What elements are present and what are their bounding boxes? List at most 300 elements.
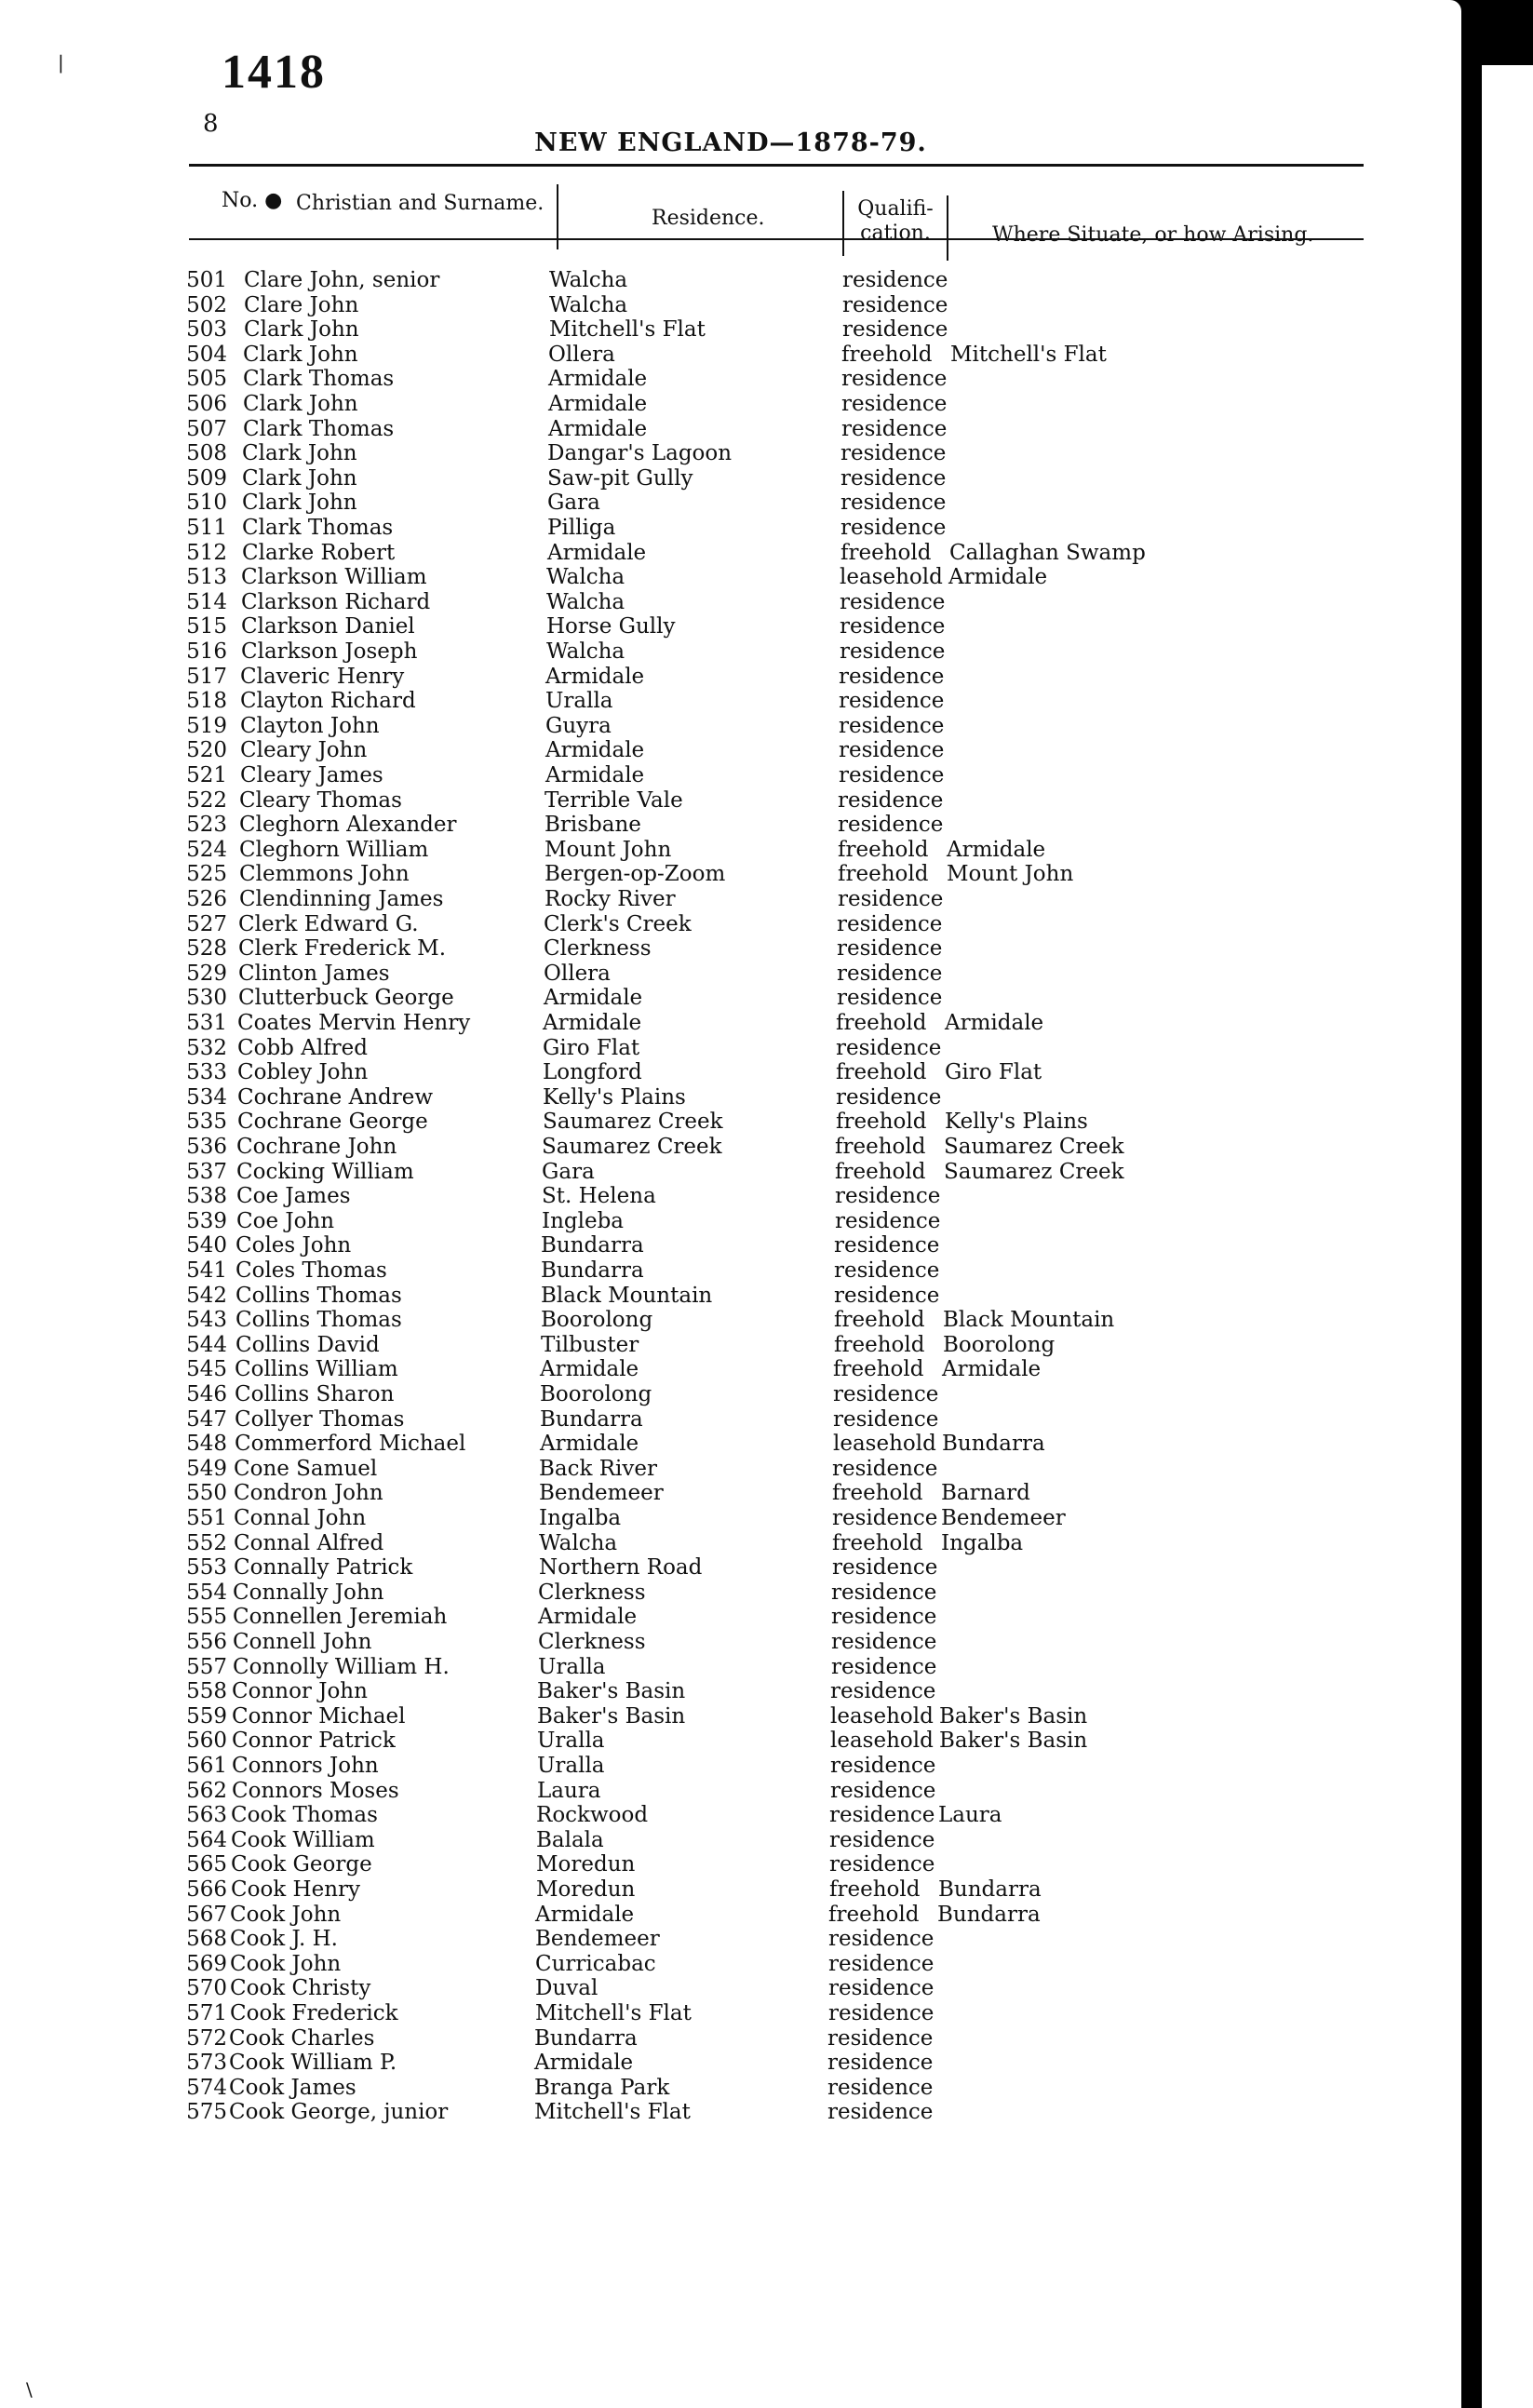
entry-number: 563 — [186, 1803, 227, 1828]
entry-number: 545 — [186, 1357, 227, 1382]
entry-residence: Giro Flat — [543, 1035, 640, 1060]
entry-number: 526 — [186, 887, 227, 911]
entry-residence: Armidale — [543, 1011, 642, 1035]
entry-number: 571 — [186, 2001, 227, 2025]
entry-qualification: freehold — [832, 1481, 923, 1506]
entry-residence: Armidale — [545, 738, 645, 763]
entry-row — [0, 268, 1461, 293]
entry-qualification: residence — [828, 1976, 935, 2001]
entry-name: Clark Thomas — [242, 516, 394, 540]
entry-row — [0, 1481, 1461, 1506]
margin-mark: \ — [26, 2378, 33, 2401]
entry-qualification: residence — [829, 1803, 935, 1828]
sheet-number: 8 — [203, 110, 219, 138]
entry-number: 519 — [186, 713, 227, 738]
entry-residence: Gara — [547, 491, 600, 516]
entry-number: 539 — [186, 1208, 227, 1233]
entry-name: Cook Charles — [229, 2025, 375, 2051]
entry-name: Coe James — [236, 1184, 351, 1209]
entry-number: 558 — [186, 1679, 227, 1704]
entry-number: 546 — [186, 1382, 227, 1406]
entry-qualification: residence — [837, 911, 943, 936]
entry-residence: Walcha — [546, 565, 625, 590]
entry-name: Clarkson Richard — [241, 589, 431, 614]
entry-number: 508 — [186, 441, 227, 466]
entry-residence: Curricabac — [535, 1951, 656, 1976]
entry-number: 531 — [186, 1011, 227, 1035]
entry-where: Saumarez Creek — [944, 1135, 1124, 1159]
entry-residence: Duval — [535, 1976, 598, 2001]
entry-name: Collins Thomas — [235, 1283, 402, 1308]
entry-number: 517 — [186, 664, 227, 689]
entry-where: Giro Flat — [945, 1060, 1042, 1085]
entry-where: Boorolong — [943, 1332, 1056, 1357]
entry-row — [0, 1679, 1461, 1704]
entry-row — [0, 665, 1461, 690]
entry-residence: Armidale — [534, 2051, 634, 2076]
entry-residence: Clerkness — [538, 1630, 646, 1654]
page-stamp-number: 1418 — [222, 46, 326, 99]
entry-residence: Clerk's Creek — [544, 911, 692, 936]
entry-number: 538 — [186, 1184, 227, 1209]
entry-name: Cleary John — [240, 738, 368, 763]
entry-where: Barnard — [941, 1481, 1030, 1506]
entry-name: Clutterbuck George — [238, 986, 454, 1011]
entry-where: Bundarra — [938, 1877, 1042, 1902]
entry-number: 565 — [186, 1852, 227, 1877]
entry-residence: Dangar's Lagoon — [547, 441, 733, 466]
entry-row — [0, 1036, 1461, 1061]
entry-residence: Armidale — [540, 1432, 639, 1457]
entry-number: 540 — [186, 1233, 227, 1258]
entry-residence: Mitchell's Flat — [535, 2001, 692, 2025]
entry-number: 501 — [186, 268, 227, 292]
entry-qualification: residence — [841, 416, 948, 441]
header-top-rule — [189, 164, 1364, 167]
entry-name: Cleghorn William — [239, 837, 429, 862]
entry-qualification: residence — [834, 1233, 940, 1258]
entry-name: Connolly William H. — [233, 1654, 450, 1679]
entry-row — [0, 1779, 1461, 1804]
entry-number: 507 — [186, 416, 227, 441]
entry-number: 572 — [186, 2025, 227, 2051]
entry-residence: Armidale — [548, 392, 648, 416]
entry-number: 542 — [186, 1283, 227, 1308]
entry-qualification: residence — [827, 2051, 934, 2076]
entry-where: Armidale — [945, 1011, 1044, 1035]
entry-qualification: residence — [842, 317, 948, 343]
entry-number: 557 — [186, 1654, 227, 1679]
entry-row — [0, 441, 1461, 466]
entry-row — [0, 343, 1461, 368]
entry-row — [0, 417, 1461, 442]
entry-name: Clayton Richard — [240, 689, 416, 714]
entry-number: 530 — [186, 986, 227, 1011]
entry-number: 552 — [186, 1530, 227, 1555]
entry-number: 553 — [186, 1555, 227, 1581]
entry-residence: Bundarra — [541, 1233, 644, 1258]
entry-name: Cobley John — [237, 1060, 369, 1085]
entry-qualification: residence — [837, 936, 943, 962]
entry-name: Clendinning James — [239, 887, 444, 911]
entry-row — [0, 1357, 1461, 1382]
entry-residence: Back River — [539, 1456, 658, 1481]
entry-name: Cook George — [231, 1852, 372, 1877]
entry-name: Coles John — [235, 1233, 352, 1258]
header-divider — [947, 195, 948, 261]
entry-row — [0, 1085, 1461, 1110]
entry-qualification: residence — [833, 1382, 939, 1406]
entry-number: 528 — [186, 936, 227, 962]
entry-qualification: residence — [831, 1605, 937, 1630]
entry-qualification: residence — [834, 1283, 940, 1308]
entry-residence: Armidale — [545, 763, 645, 787]
entry-row — [0, 1655, 1461, 1680]
entry-qualification: residence — [839, 713, 945, 738]
entry-row — [0, 788, 1461, 814]
entry-residence: Walcha — [549, 292, 628, 317]
entry-qualification: residence — [837, 986, 943, 1011]
entry-row — [0, 1060, 1461, 1085]
entry-qualification: residence — [836, 1035, 942, 1060]
entry-number: 535 — [186, 1110, 227, 1135]
entry-name: Connally Patrick — [234, 1555, 413, 1581]
entry-row — [0, 1333, 1461, 1358]
entry-residence: Clerkness — [538, 1580, 646, 1605]
entry-row — [0, 2001, 1461, 2026]
entry-qualification: residence — [828, 1927, 935, 1952]
entry-row — [0, 2026, 1461, 2052]
entry-number: 551 — [186, 1506, 227, 1530]
entry-residence: Rockwood — [536, 1803, 649, 1828]
entry-number: 559 — [186, 1703, 227, 1729]
entry-row — [0, 1011, 1461, 1036]
entry-qualification: residence — [830, 1754, 936, 1778]
entry-row — [0, 1877, 1461, 1903]
entry-name: Cochrane Andrew — [237, 1084, 434, 1110]
entry-row — [0, 1258, 1461, 1284]
entry-name: Clarke Robert — [242, 540, 396, 565]
entry-row — [0, 1284, 1461, 1309]
entry-name: Clinton James — [238, 961, 390, 986]
entry-qualification: freehold — [833, 1357, 924, 1382]
entry-number: 502 — [186, 292, 227, 317]
entry-row — [0, 813, 1461, 838]
entry-residence: Armidale — [535, 1902, 635, 1927]
entry-row — [0, 317, 1461, 343]
entry-name: Connor Michael — [232, 1703, 406, 1729]
entry-row — [0, 1927, 1461, 1952]
entry-residence: Bundarra — [540, 1406, 643, 1432]
entry-name: Connally John — [233, 1580, 384, 1605]
entry-residence: Pilliga — [547, 516, 616, 540]
entry-number: 536 — [186, 1135, 227, 1159]
entry-name: Clayton John — [240, 713, 380, 738]
entry-residence: Baker's Basin — [537, 1703, 686, 1729]
entry-name: Clark John — [242, 491, 357, 516]
entry-residence: Rocky River — [545, 887, 676, 911]
entry-qualification: freehold — [836, 1110, 927, 1135]
entry-number: 529 — [186, 961, 227, 986]
entry-qualification: residence — [842, 292, 948, 317]
entry-residence: Saw-pit Gully — [547, 465, 693, 491]
entry-row — [0, 912, 1461, 937]
entry-qualification: residence — [832, 1555, 938, 1581]
entry-number: 574 — [186, 2075, 227, 2100]
entry-qualification: residence — [830, 1778, 936, 1803]
entry-where: Mitchell's Flat — [950, 342, 1107, 367]
entry-where: Kelly's Plains — [945, 1110, 1088, 1135]
entry-row — [0, 1828, 1461, 1853]
entry-residence: Clerkness — [544, 936, 652, 962]
entry-residence: Bundarra — [541, 1258, 644, 1283]
entry-qualification: residence — [827, 2025, 934, 2051]
entry-qualification: residence — [840, 441, 947, 466]
entry-qualification: freehold — [836, 1011, 927, 1035]
entry-residence: Saumarez Creek — [542, 1135, 722, 1159]
entry-name: Cochrane John — [236, 1135, 397, 1159]
entry-number: 537 — [186, 1159, 227, 1184]
entry-row — [0, 1110, 1461, 1135]
entry-name: Clerk Frederick M. — [238, 936, 447, 962]
entry-number: 513 — [186, 565, 227, 590]
entry-row — [0, 2051, 1461, 2076]
entry-row — [0, 491, 1461, 516]
entry-row — [0, 639, 1461, 665]
margin-mark: | — [58, 51, 64, 74]
entry-row — [0, 1457, 1461, 1482]
entry-name: Connor Patrick — [232, 1729, 396, 1754]
entry-residence: Armidale — [548, 416, 648, 441]
entry-name: Clark John — [242, 441, 357, 466]
entry-number: 573 — [186, 2051, 227, 2076]
entry-qualification: freehold — [838, 862, 929, 887]
entry-number: 550 — [186, 1481, 227, 1506]
entry-row — [0, 541, 1461, 566]
entry-name: Clare John — [244, 292, 359, 317]
entry-row — [0, 293, 1461, 318]
header-divider — [842, 191, 844, 256]
entry-number: 524 — [186, 837, 227, 862]
entry-number: 506 — [186, 392, 227, 416]
entry-residence: Mitchell's Flat — [549, 317, 706, 343]
entry-qualification: freehold — [829, 1877, 921, 1902]
entry-name: Cook Henry — [231, 1877, 361, 1902]
entry-row — [0, 466, 1461, 491]
entry-residence: Guyra — [545, 713, 612, 738]
entry-row — [0, 367, 1461, 392]
entry-name: Cleary James — [240, 763, 383, 787]
entry-name: Cook George, junior — [229, 2100, 449, 2125]
entry-name: Connor John — [232, 1679, 368, 1704]
entry-number: 520 — [186, 738, 227, 763]
entry-residence: Uralla — [537, 1729, 605, 1754]
entry-name: Collins David — [235, 1332, 380, 1357]
entry-row — [0, 1308, 1461, 1333]
entry-residence: Northern Road — [539, 1555, 703, 1581]
entry-number: 561 — [186, 1754, 227, 1778]
entry-row — [0, 1852, 1461, 1877]
entry-qualification: residence — [839, 689, 945, 714]
entry-residence: St. Helena — [542, 1184, 656, 1209]
header-number — [222, 189, 282, 213]
entry-number: 516 — [186, 639, 227, 664]
entry-qualification: residence — [833, 1406, 939, 1432]
entry-name: Clark John — [244, 317, 359, 343]
entry-name: Cook Thomas — [231, 1803, 378, 1828]
entry-residence: Moredun — [536, 1852, 636, 1877]
entry-number: 510 — [186, 491, 227, 516]
entry-qualification: freehold — [838, 837, 929, 862]
entry-row — [0, 838, 1461, 863]
entry-where: Laura — [938, 1803, 1002, 1828]
entry-where: Armidale — [942, 1357, 1042, 1382]
entry-name: Clemmons John — [239, 862, 410, 887]
entry-number: 511 — [186, 516, 227, 540]
entry-row — [0, 738, 1461, 763]
entry-number: 527 — [186, 911, 227, 936]
entry-row — [0, 962, 1461, 987]
entry-row — [0, 614, 1461, 639]
entry-number: 518 — [186, 689, 227, 714]
entry-name: Cochrane George — [237, 1110, 428, 1135]
entry-qualification: residence — [832, 1506, 938, 1530]
entry-name: Commerford Michael — [235, 1432, 466, 1457]
entry-row — [0, 986, 1461, 1011]
entry-name: Collyer Thomas — [235, 1406, 405, 1432]
entry-number: 567 — [186, 1902, 227, 1927]
entry-residence: Terrible Vale — [545, 787, 683, 813]
entry-qualification: residence — [840, 589, 946, 614]
header-where: Where Situate, or how Arising. — [992, 223, 1314, 247]
entry-number: 547 — [186, 1406, 227, 1432]
entry-name: Coates Mervin Henry — [237, 1011, 471, 1035]
entry-name: Clark John — [243, 392, 358, 416]
entry-name: Cook Christy — [230, 1976, 371, 2001]
entry-qualification: residence — [831, 1654, 937, 1679]
entry-name: Collins William — [235, 1357, 398, 1382]
entry-row — [0, 1135, 1461, 1160]
entry-where: Armidale — [948, 565, 1048, 590]
entry-number: 543 — [186, 1308, 227, 1333]
entry-name: Clark John — [243, 342, 358, 367]
entry-qualification: residence — [838, 787, 944, 813]
entry-row — [0, 936, 1461, 962]
entry-number: 544 — [186, 1332, 227, 1357]
entry-number: 556 — [186, 1630, 227, 1654]
entry-name: Cook William — [231, 1827, 375, 1852]
entry-name: Connors Moses — [232, 1778, 399, 1803]
entry-number: 568 — [186, 1927, 227, 1952]
entry-row — [0, 1184, 1461, 1209]
entry-row — [0, 1531, 1461, 1556]
entry-residence: Mitchell's Flat — [534, 2100, 691, 2125]
entry-qualification: residence — [840, 491, 947, 516]
entry-number: 541 — [186, 1258, 227, 1283]
entry-qualification: residence — [840, 516, 947, 540]
entry-residence: Boorolong — [541, 1308, 653, 1333]
entry-residence: Bergen-op-Zoom — [545, 862, 726, 887]
entry-number: 575 — [186, 2100, 227, 2125]
entry-number: 570 — [186, 1976, 227, 2001]
entry-number: 534 — [186, 1084, 227, 1110]
entry-name: Clarkson Joseph — [241, 639, 418, 664]
entry-residence: Uralla — [545, 689, 613, 714]
entry-residence: Uralla — [537, 1754, 605, 1778]
entry-qualification: residence — [835, 1208, 941, 1233]
entry-name: Clarkson Daniel — [241, 614, 415, 639]
entry-residence: Ollera — [544, 961, 611, 986]
entry-qualification: residence — [839, 763, 945, 787]
entry-row — [0, 887, 1461, 912]
entry-residence: Black Mountain — [541, 1283, 713, 1308]
entry-name: Clark Thomas — [243, 367, 395, 392]
entry-residence: Armidale — [540, 1357, 639, 1382]
entry-where: Mount John — [947, 862, 1074, 887]
entry-row — [0, 1754, 1461, 1779]
entry-qualification: leasehold — [830, 1729, 934, 1754]
entry-row — [0, 1432, 1461, 1457]
entry-row — [0, 1233, 1461, 1258]
entry-number: 564 — [186, 1827, 227, 1852]
entry-row — [0, 1506, 1461, 1531]
entry-residence: Moredun — [536, 1877, 636, 1902]
entry-where: Callaghan Swamp — [949, 540, 1146, 565]
entry-qualification: residence — [838, 813, 944, 838]
entry-name: Connal John — [234, 1506, 367, 1530]
entry-row — [0, 763, 1461, 788]
entry-qualification: freehold — [834, 1332, 925, 1357]
entry-row — [0, 1605, 1461, 1630]
entry-number: 548 — [186, 1432, 227, 1457]
entry-residence: Horse Gully — [546, 614, 676, 639]
entry-qualification: residence — [828, 1951, 935, 1976]
entry-qualification: residence — [834, 1258, 940, 1283]
entry-number: 560 — [186, 1729, 227, 1754]
entry-name: Connors John — [232, 1754, 379, 1778]
entry-qualification: leasehold — [830, 1703, 934, 1729]
entry-qualification: freehold — [834, 1308, 925, 1333]
entry-number: 512 — [186, 540, 227, 565]
entry-qualification: residence — [841, 392, 948, 416]
entry-row — [0, 516, 1461, 541]
entry-row — [0, 1903, 1461, 1928]
entry-qualification: residence — [827, 2075, 934, 2100]
entry-row — [0, 1555, 1461, 1581]
entry-residence: Longford — [543, 1060, 642, 1085]
entry-qualification: leasehold — [840, 565, 943, 590]
entry-qualification: residence — [840, 465, 947, 491]
entry-name: Cook James — [229, 2075, 356, 2100]
entry-residence: Gara — [542, 1159, 595, 1184]
entry-name: Claveric Henry — [240, 664, 405, 689]
entry-where: Ingalba — [941, 1530, 1024, 1555]
entry-qualification: residence — [829, 1852, 935, 1877]
entry-number: 521 — [186, 763, 227, 787]
entry-residence: Armidale — [547, 540, 647, 565]
entry-row — [0, 1630, 1461, 1655]
entry-name: Condron John — [234, 1481, 383, 1506]
entry-qualification: residence — [828, 2001, 935, 2025]
entry-row — [0, 1976, 1461, 2001]
entry-qualification: freehold — [841, 342, 933, 367]
entry-where: Armidale — [947, 837, 1046, 862]
entry-residence: Brisbane — [545, 813, 641, 838]
entry-name: Connellen Jeremiah — [233, 1605, 448, 1630]
entry-qualification: residence — [836, 1084, 942, 1110]
entry-residence: Armidale — [548, 367, 648, 392]
entry-qualification: residence — [842, 268, 948, 292]
